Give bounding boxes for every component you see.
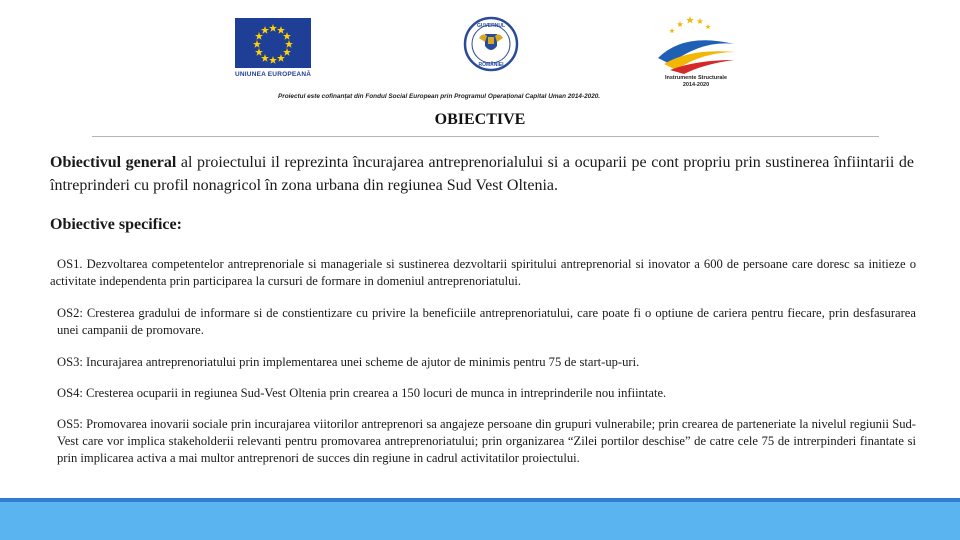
objective-os1: OS1. Dezvoltarea competentelor antreprenoriale si manageriale si sustinerea dezvoltarii spiritului antreprenorial si inovator a 600 de persoane care doresc sa initieze o activitate independenta prin participarea la cursuri de formare in domeniul antreprenoriatului. <box>50 257 916 288</box>
title-divider <box>92 136 879 137</box>
objective-os4: OS4: Cresterea ocuparii in regiunea Sud-Vest Oltenia prin crearea a 150 locuri de munca in intreprinderile nou infiintate. <box>57 386 667 400</box>
specific-objectives-heading: Obiective specifice: <box>50 216 182 233</box>
is-label-line2: 2014-2020 <box>682 82 710 88</box>
sponsor-logos <box>0 0 960 110</box>
footer-band <box>0 498 960 540</box>
swoosh-stars-icon <box>650 14 740 76</box>
is-label-line1: Instrumente Structurale <box>664 75 728 81</box>
government-seal-logo <box>463 16 519 72</box>
objective-os2: OS2: Cresterea gradului de informare si de constientizare cu privire la beneficiile antreprenoriatului, care poate fi o optiune de cariera pentru fiecare, prin desfasurarea unei campanii de promovare. <box>57 306 916 337</box>
objective-os3: OS3: Incurajarea antreprenoriatului prin implementarea unei scheme de ajutor de minimis pentru 75 de start-up-uri. <box>57 355 640 369</box>
eu-flag-logo <box>235 18 311 68</box>
general-objective-text: al proiectului il reprezinta încurajarea antreprenorialului si a ocuparii pe cont propriu prin sustinerea înfiintarii de întreprinderi cu profil nonagricol în zona urbana din regiunea Sud Vest Oltenia. <box>50 154 914 194</box>
seal-top-text: GUVERNUL <box>476 23 506 29</box>
structural-instruments-label <box>656 75 736 89</box>
general-objective <box>50 151 914 197</box>
general-objective-lead: Obiectivul general <box>50 154 177 171</box>
seal-bottom-text: ROMÂNIEI <box>478 62 504 68</box>
page-title: OBIECTIVE <box>434 111 526 128</box>
coat-of-arms-icon <box>463 16 519 72</box>
structural-instruments-logo <box>650 14 740 76</box>
cofinance-note: Proiectul este cofinanțat din Fondul Social European prin Programul Operațional Capital Uman 2014-2020. <box>278 93 601 100</box>
eu-stars-icon <box>235 18 311 68</box>
eu-label: UNIUNEA EUROPEANĂ <box>235 71 312 78</box>
objective-os5: OS5: Promovarea inovarii sociale prin incurajarea viitorilor antreprenori sa angajeze persoane din grupuri vulnerabile; prin crearea de parteneriate la nivelul regiunii Sud-Vest care vor implica stakeholderii relevanti pentru promovarea antreprenoriatului; prin organizarea “Zilei portilor deschise” de catre cele 75 de intrerpinderi finantate si prin implicarea activa a mai multor antreprenori de succes din regiune in cadrul activitatilor proiectului. <box>57 417 916 465</box>
